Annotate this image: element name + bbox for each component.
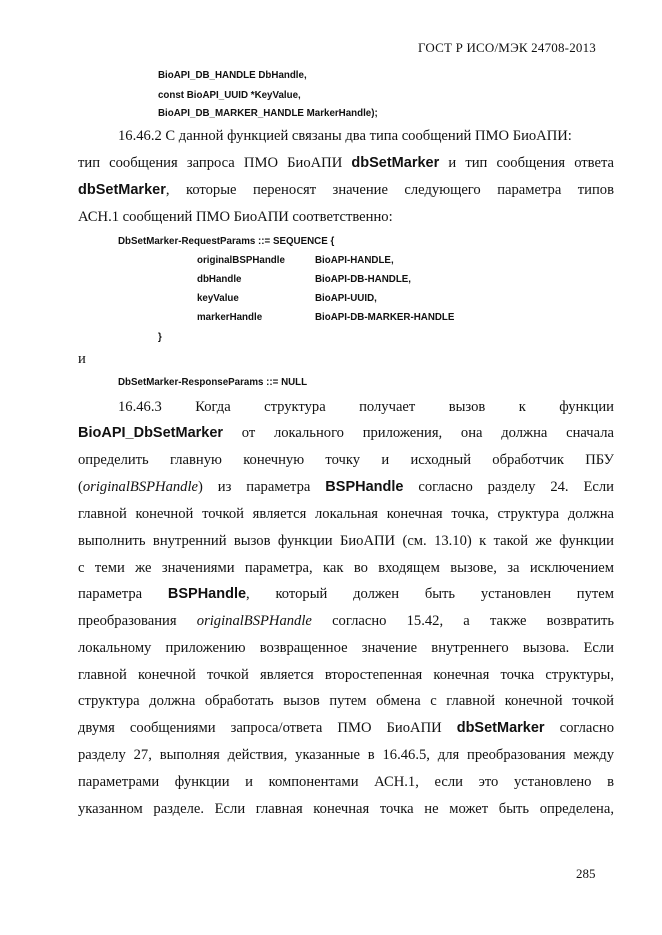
text: локальному приложению возвращенное значение внутреннего вызова. Если [78, 640, 614, 656]
text: 16.46.2 С данной функцией связаны два типа сообщений ПМО БиоАПИ: [118, 128, 572, 144]
paragraph-line [78, 585, 614, 603]
asn-field-name: keyValue [197, 292, 239, 304]
text: вызов [448, 399, 486, 415]
text: ) из параметра [198, 479, 311, 495]
text: , который должен быть установлен путем [246, 586, 614, 602]
text: главной конечной точкой является второстепенная конечная точка структуры, [78, 667, 614, 683]
paragraph-line [78, 424, 614, 442]
paragraph-line [78, 692, 614, 710]
message-type-name: dbSetMarker [78, 182, 166, 198]
text: Когда [195, 399, 231, 415]
text: параметрами функции и компонентами АСН.1, если это установлено в [78, 774, 614, 790]
text: тип сообщения запроса ПМО БиоАПИ [78, 155, 343, 171]
paragraph-line [78, 612, 614, 630]
text: согласно 15.42, а также возвратить [332, 613, 614, 629]
text: выполнить внутренний вызов функции БиоАПИ (см. 13.10) к такой же функции [78, 533, 614, 549]
text: параметра [78, 586, 143, 602]
paragraph-line [78, 559, 614, 577]
paragraph-line [78, 181, 614, 199]
text: от локального приложения, она должна сначала [241, 425, 614, 441]
paragraph-line [78, 746, 614, 764]
text: согласно [559, 720, 614, 736]
function-name: BioAPI_DbSetMarker [78, 425, 224, 441]
paragraph-line [78, 478, 614, 496]
text: к [518, 399, 526, 415]
paragraph-line [78, 505, 614, 523]
paragraph-line [78, 800, 614, 818]
paragraph-line [78, 773, 614, 791]
paragraph-line [118, 398, 614, 416]
code-line: const BioAPI_UUID *KeyValue, [158, 89, 301, 101]
asn-field-name: markerHandle [197, 311, 263, 323]
asn-field-type: BioAPI-UUID, [315, 292, 377, 304]
parameter-name: BSPHandle [325, 479, 404, 495]
parameter-name: originalBSPHandle [196, 613, 312, 629]
paragraph-line [118, 127, 614, 145]
conjunction [78, 350, 614, 368]
text: двумя сообщениями запроса/ответа ПМО БиоАПИ [78, 720, 442, 736]
parameter-name: originalBSPHandle [82, 479, 198, 495]
asn-response: DbSetMarker-ResponseParams ::= NULL [118, 376, 308, 388]
paragraph-line [78, 154, 614, 172]
message-type-name: dbSetMarker [456, 720, 545, 736]
paragraph-line [78, 532, 614, 550]
text: и [78, 351, 86, 367]
text: определить главную конечную точку и исходный обработчик ПБУ [78, 452, 614, 468]
text: с теми же значениями параметра, как во входящем вызове, за исключением [78, 560, 614, 576]
code-line: BioAPI_DB_MARKER_HANDLE MarkerHandle); [158, 107, 378, 119]
text: ( [78, 479, 83, 495]
text: , которые переносят значение следующего параметра типов [165, 182, 614, 198]
text: согласно разделу 24. Если [418, 479, 614, 495]
asn-field-type: BioAPI-HANDLE, [315, 254, 394, 266]
standard-header: ГОСТ Р ИСО/МЭК 24708-2013 [417, 40, 596, 55]
asn-field-type: BioAPI-DB-HANDLE, [315, 273, 412, 285]
text: функции [559, 399, 614, 415]
text: структура [264, 399, 326, 415]
text: структура должна обработать вызов путем обмена с главной конечной точкой [78, 693, 614, 709]
text: указанном разделе. Если главная конечная точка не может быть определена, [78, 801, 614, 817]
asn-field-name: originalBSPHandle [197, 254, 285, 266]
paragraph-line [78, 666, 614, 684]
paragraph-line [78, 451, 614, 469]
paragraph-line [78, 208, 614, 226]
text: главной конечной точкой является локальная конечная точка, структура должна [78, 506, 614, 522]
asn-field-name: dbHandle [197, 273, 242, 285]
text: 16.46.3 [118, 399, 162, 415]
asn-request-head: DbSetMarker-RequestParams ::= SEQUENCE { [118, 235, 335, 247]
paragraph-line [78, 639, 614, 657]
page-number: 285 [576, 866, 596, 881]
asn-field-type: BioAPI-DB-MARKER-HANDLE [315, 311, 455, 323]
message-type-name: dbSetMarker [351, 155, 440, 171]
text: преобразования [78, 613, 177, 629]
text: разделу 27, выполняя действия, указанные в 16.46.5, для преобразования между [78, 747, 614, 763]
asn-close-brace: } [158, 331, 162, 343]
text: АСН.1 сообщений ПМО БиоАПИ соответственно: [78, 209, 393, 225]
text: и тип сообщения ответа [448, 155, 614, 171]
code-line: BioAPI_DB_HANDLE DbHandle, [158, 69, 307, 81]
paragraph-line [78, 719, 614, 737]
parameter-name: BSPHandle [167, 586, 247, 602]
text: получает [359, 399, 416, 415]
